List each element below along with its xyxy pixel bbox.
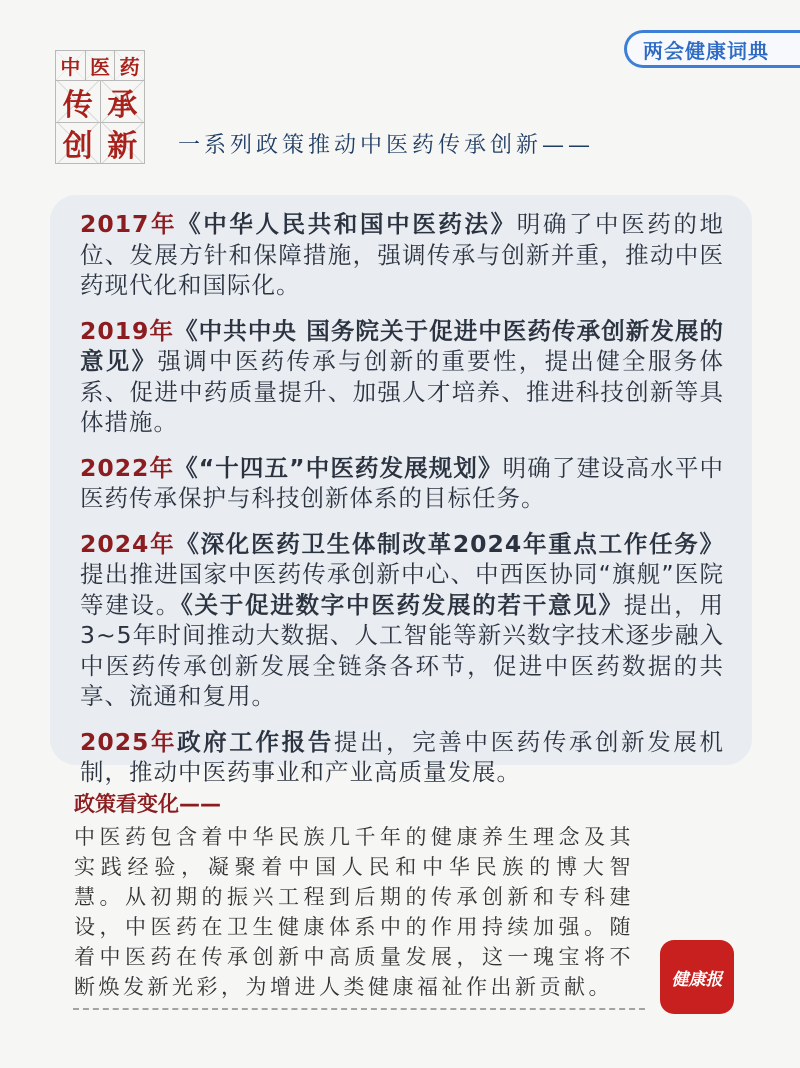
page-subtitle: 一系列政策推动中医药传承创新——	[178, 133, 595, 158]
policy-year: 2019年	[80, 316, 175, 345]
policy-entry-2022	[80, 453, 724, 514]
policy-entry-2025	[80, 727, 724, 788]
policy-text: 明确了建设高水平中医药传承保护与科技创新体系的目标任务。	[80, 453, 725, 512]
policy-text: 明确了中医药的地位、发展方针和保障措施，强调传承与创新并重，推动中医药现代化和国际化。	[80, 210, 725, 299]
logo-row-1	[55, 50, 145, 80]
brand-logo	[660, 940, 734, 1014]
policy-card	[50, 195, 752, 786]
logo-char: 医	[86, 50, 116, 80]
policy-doc: 政府工作报告	[177, 727, 334, 756]
logo-char: 中	[56, 50, 86, 80]
policy-doc: 《中华人民共和国中医药法》	[177, 210, 517, 238]
policy-text: 提出推进国家中医药传承创新中心、中西医协同“旗舰”医院等建设。	[80, 560, 724, 619]
section-title: 政策看变化——	[74, 792, 221, 816]
policy-year: 2024年	[80, 529, 176, 558]
policy-entry-2017	[80, 209, 724, 301]
logo-row-3	[55, 122, 145, 164]
policy-doc: 《“十四五”中医药发展规划》	[174, 453, 503, 482]
logo-char: 药	[115, 50, 145, 80]
logo-char: 新	[101, 122, 146, 164]
logo-char: 承	[101, 80, 146, 122]
policy-entry-2019	[80, 316, 724, 438]
policy-doc-2: 《关于促进数字中医药发展的若干意见》	[181, 590, 624, 619]
policy-year: 2025年	[80, 727, 178, 756]
section-body: 中医药包含着中华民族几千年的健康养生理念及其实践经验，凝聚着中国人民和中华民族的博大智慧。从初期的振兴工程到后期的传承创新和专科建设，中医药在卫生健康体系中的作用持续加强。随着中医药在传承创新中高质量发展，这一瑰宝将不断焕发新光彩，为增进人类健康福祉作出新贡献。	[74, 825, 634, 999]
brand-logo-text: 健康报	[671, 969, 723, 990]
logo-row-2	[55, 80, 145, 122]
logo-grid	[55, 50, 145, 164]
topic-tag	[624, 30, 800, 68]
policy-doc: 《中共中央 国务院关于促进中医药传承创新发展的意见》	[80, 316, 725, 375]
policy-entry-2024	[80, 529, 724, 712]
policy-year: 2017年	[80, 210, 178, 238]
policy-text-2: 提出，用3~5年时间推动大数据、人工智能等新兴数字技术逐步融入中医药传承创新发展全链条各环节，促进中医药数据的共享、流通和复用。	[80, 590, 724, 710]
dashed-divider	[73, 1008, 645, 1010]
logo-char: 创	[56, 122, 101, 164]
logo-char: 传	[56, 80, 101, 122]
policy-text: 强调中医药传承与创新的重要性，提出健全服务体系、促进中药质量提升、加强人才培养、推进科技创新等具体措施。	[80, 347, 724, 436]
policy-text: 提出，完善中医药传承创新发展机制，推动中医药事业和产业高质量发展。	[80, 727, 725, 786]
policy-year: 2022年	[80, 453, 175, 482]
topic-tag-label: 两会健康词典	[643, 38, 769, 63]
policy-doc: 《深化医药卫生体制改革2024年重点工作任务》	[175, 529, 725, 558]
